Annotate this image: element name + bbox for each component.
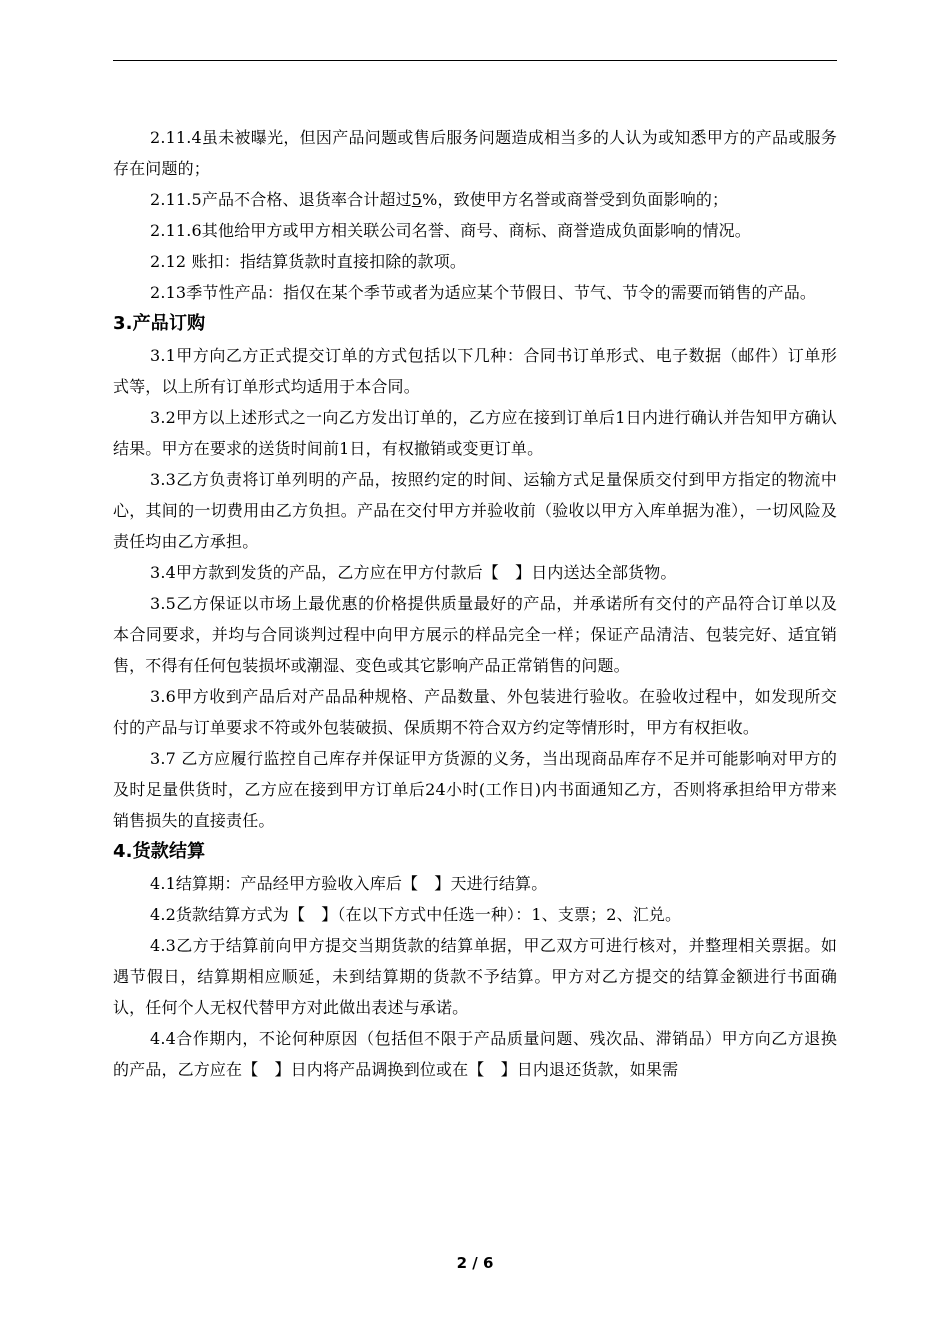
clause-paragraph: 2.13季节性产品：指仅在某个季节或者为适应某个节假日、节气、节令的需要而销售的产品。 bbox=[150, 283, 817, 302]
clause-paragraph: 3.3乙方负责将订单列明的产品，按照约定的时间、运输方式足量保质交付到甲方指定的物流中心，其间的一切费用由乙方负担。产品在交付甲方并验收前（验收以甲方入库单据为准），一切风险及责任均由乙方承担。 bbox=[113, 470, 837, 551]
clause-paragraph: 3.4甲方款到发货的产品，乙方应在甲方付款后【 】日内送达全部货物。 bbox=[150, 563, 677, 582]
clause-paragraph: 2.11.5产品不合格、退货率合计超过5%，致使甲方名誉或商誉受到负面影响的； bbox=[150, 190, 729, 209]
clause-paragraph: 3.1甲方向乙方正式提交订单的方式包括以下几种：合同书订单形式、电子数据（邮件）订单形式等，以上所有订单形式均适用于本合同。 bbox=[113, 346, 837, 396]
clause-paragraph: 4.3乙方于结算前向甲方提交当期货款的结算单据，甲乙双方可进行核对，并整理相关票据。如遇节假日，结算期相应顺延，未到结算期的货款不予结算。甲方对乙方提交的结算金额进行书面确认，任何个人无权代替甲方对此做出表述与承诺。 bbox=[113, 936, 837, 1017]
header-rule bbox=[113, 60, 837, 61]
clause-paragraph: 2.12 账扣：指结算货款时直接扣除的款项。 bbox=[150, 252, 467, 271]
document-body bbox=[113, 122, 837, 1085]
clause-paragraph: 2.11.6其他给甲方或甲方相关联公司名誉、商号、商标、商誉造成负面影响的情况。 bbox=[150, 221, 751, 240]
clause-paragraph: 3.6甲方收到产品后对产品品种规格、产品数量、外包装进行验收。在验收过程中，如发现所交付的产品与订单要求不符或外包装破损、保质期不符合双方约定等情形时，甲方有权拒收。 bbox=[113, 687, 837, 737]
clause-paragraph: 3.7 乙方应履行监控自己库存并保证甲方货源的义务，当出现商品库存不足并可能影响对甲方的及时足量供货时，乙方应在接到甲方订单后24小时(工作日)内书面通知乙方，否则将承担给甲方带来销售损失的直接责任。 bbox=[113, 749, 837, 830]
section-heading: 4.货款结算 bbox=[113, 841, 206, 862]
clause-paragraph: 4.4合作期内，不论何种原因（包括但不限于产品质量问题、残次品、滞销品）甲方向乙方退换的产品，乙方应在【 】日内将产品调换到位或在【 】日内退还货款，如果需 bbox=[113, 1029, 837, 1079]
page-number: 2 / 6 bbox=[456, 1254, 494, 1272]
clause-paragraph: 4.1结算期：产品经甲方验收入库后【 】天进行结算。 bbox=[150, 874, 548, 893]
section-heading: 3.产品订购 bbox=[113, 313, 206, 334]
clause-paragraph: 3.2甲方以上述形式之一向乙方发出订单的，乙方应在接到订单后1日内进行确认并告知甲方确认结果。甲方在要求的送货时间前1日，有权撤销或变更订单。 bbox=[113, 408, 837, 458]
underlined-value: 5 bbox=[411, 190, 423, 209]
clause-paragraph: 2.11.4虽未被曝光，但因产品问题或售后服务问题造成相当多的人认为或知悉甲方的产品或服务存在问题的； bbox=[113, 128, 837, 178]
clause-paragraph: 4.2货款结算方式为【 】（在以下方式中任选一种）：1、支票；2、汇兑。 bbox=[150, 905, 682, 924]
clause-paragraph: 3.5乙方保证以市场上最优惠的价格提供质量最好的产品，并承诺所有交付的产品符合订单以及本合同要求，并均与合同谈判过程中向甲方展示的样品完全一样；保证产品清洁、包装完好、适宜销售，不得有任何包装损坏或潮湿、变色或其它影响产品正常销售的问题。 bbox=[113, 594, 837, 675]
